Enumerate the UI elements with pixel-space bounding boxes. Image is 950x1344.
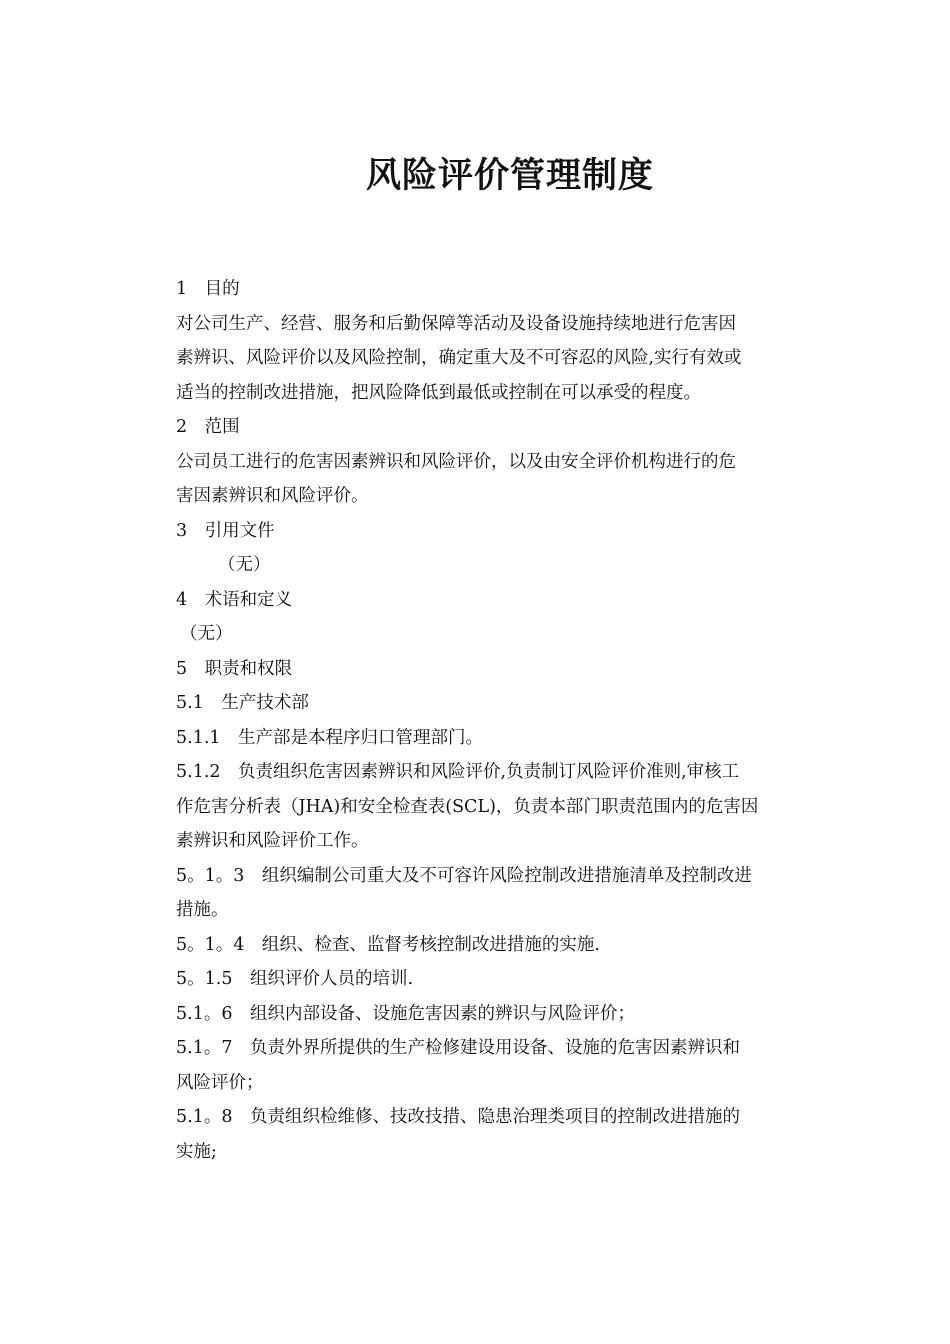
section-heading: 5 职责和权限	[176, 658, 293, 679]
clause-line: 5.1。8 负责组织检维修、技改技措、隐患治理类项目的控制改进措施的	[176, 1107, 740, 1127]
section-heading: 1 目的	[176, 279, 240, 299]
clause-line: 5。1。3 组织编制公司重大及不可容许风险控制改进措施清单及控制改进	[176, 865, 752, 886]
paragraph-line: （无）	[218, 555, 271, 575]
document-body	[176, 272, 816, 1169]
clause-line: 5.1。6 组织内部设备、设施危害因素的辨识与风险评价；	[176, 1003, 635, 1024]
clause-line: 作危害分析表（JHA)和安全检查表(SCL)，负责本部门职责范围内的危害因	[176, 796, 759, 817]
clause-line: 5。1。4 组织、检查、监督考核控制改进措施的实施.	[176, 934, 600, 955]
paragraph-line: 害因素辨识和风险评价。	[176, 486, 369, 506]
clause-line: 措施。	[176, 900, 229, 920]
section-heading: 3 引用文件	[176, 520, 275, 541]
clause-line: 5。1.5 组织评价人员的培训.	[176, 969, 414, 989]
paragraph-line: 公司员工进行的危害因素辨识和风险评价，以及由安全评价机构进行的危	[176, 451, 736, 472]
paragraph-line: （无）	[180, 624, 233, 644]
subsection-heading: 5.1 生产技术部	[176, 693, 309, 713]
clause-line: 实施;	[176, 1141, 217, 1162]
clause-line: 素辨识和风险评价工作。	[176, 831, 369, 851]
section-heading: 4 术语和定义	[176, 589, 293, 610]
document-title: 风险评价管理制度	[365, 155, 654, 196]
clause-line: 5.1.1 生产部是本程序归口管理部门。	[176, 727, 484, 748]
clause-line: 5.1.2 负责组织危害因素辨识和风险评价,负责制订风险评价准则,审核工	[176, 762, 740, 782]
clause-line: 风险评价；	[176, 1072, 264, 1093]
paragraph-line: 对公司生产、经营、服务和后勤保障等活动及设备设施持续地进行危害因	[176, 313, 736, 334]
clause-line: 5.1。7 负责外界所提供的生产检修建设用设备、设施的危害因素辨识和	[176, 1038, 740, 1058]
paragraph-line: 素辨识、风险评价以及风险控制，确定重大及不可容忍的风险,实行有效或	[176, 348, 742, 368]
section-heading: 2 范围	[176, 417, 240, 437]
paragraph-line: 适当的控制改进措施，把风险降低到最低或控制在可以承受的程度。	[176, 382, 701, 403]
